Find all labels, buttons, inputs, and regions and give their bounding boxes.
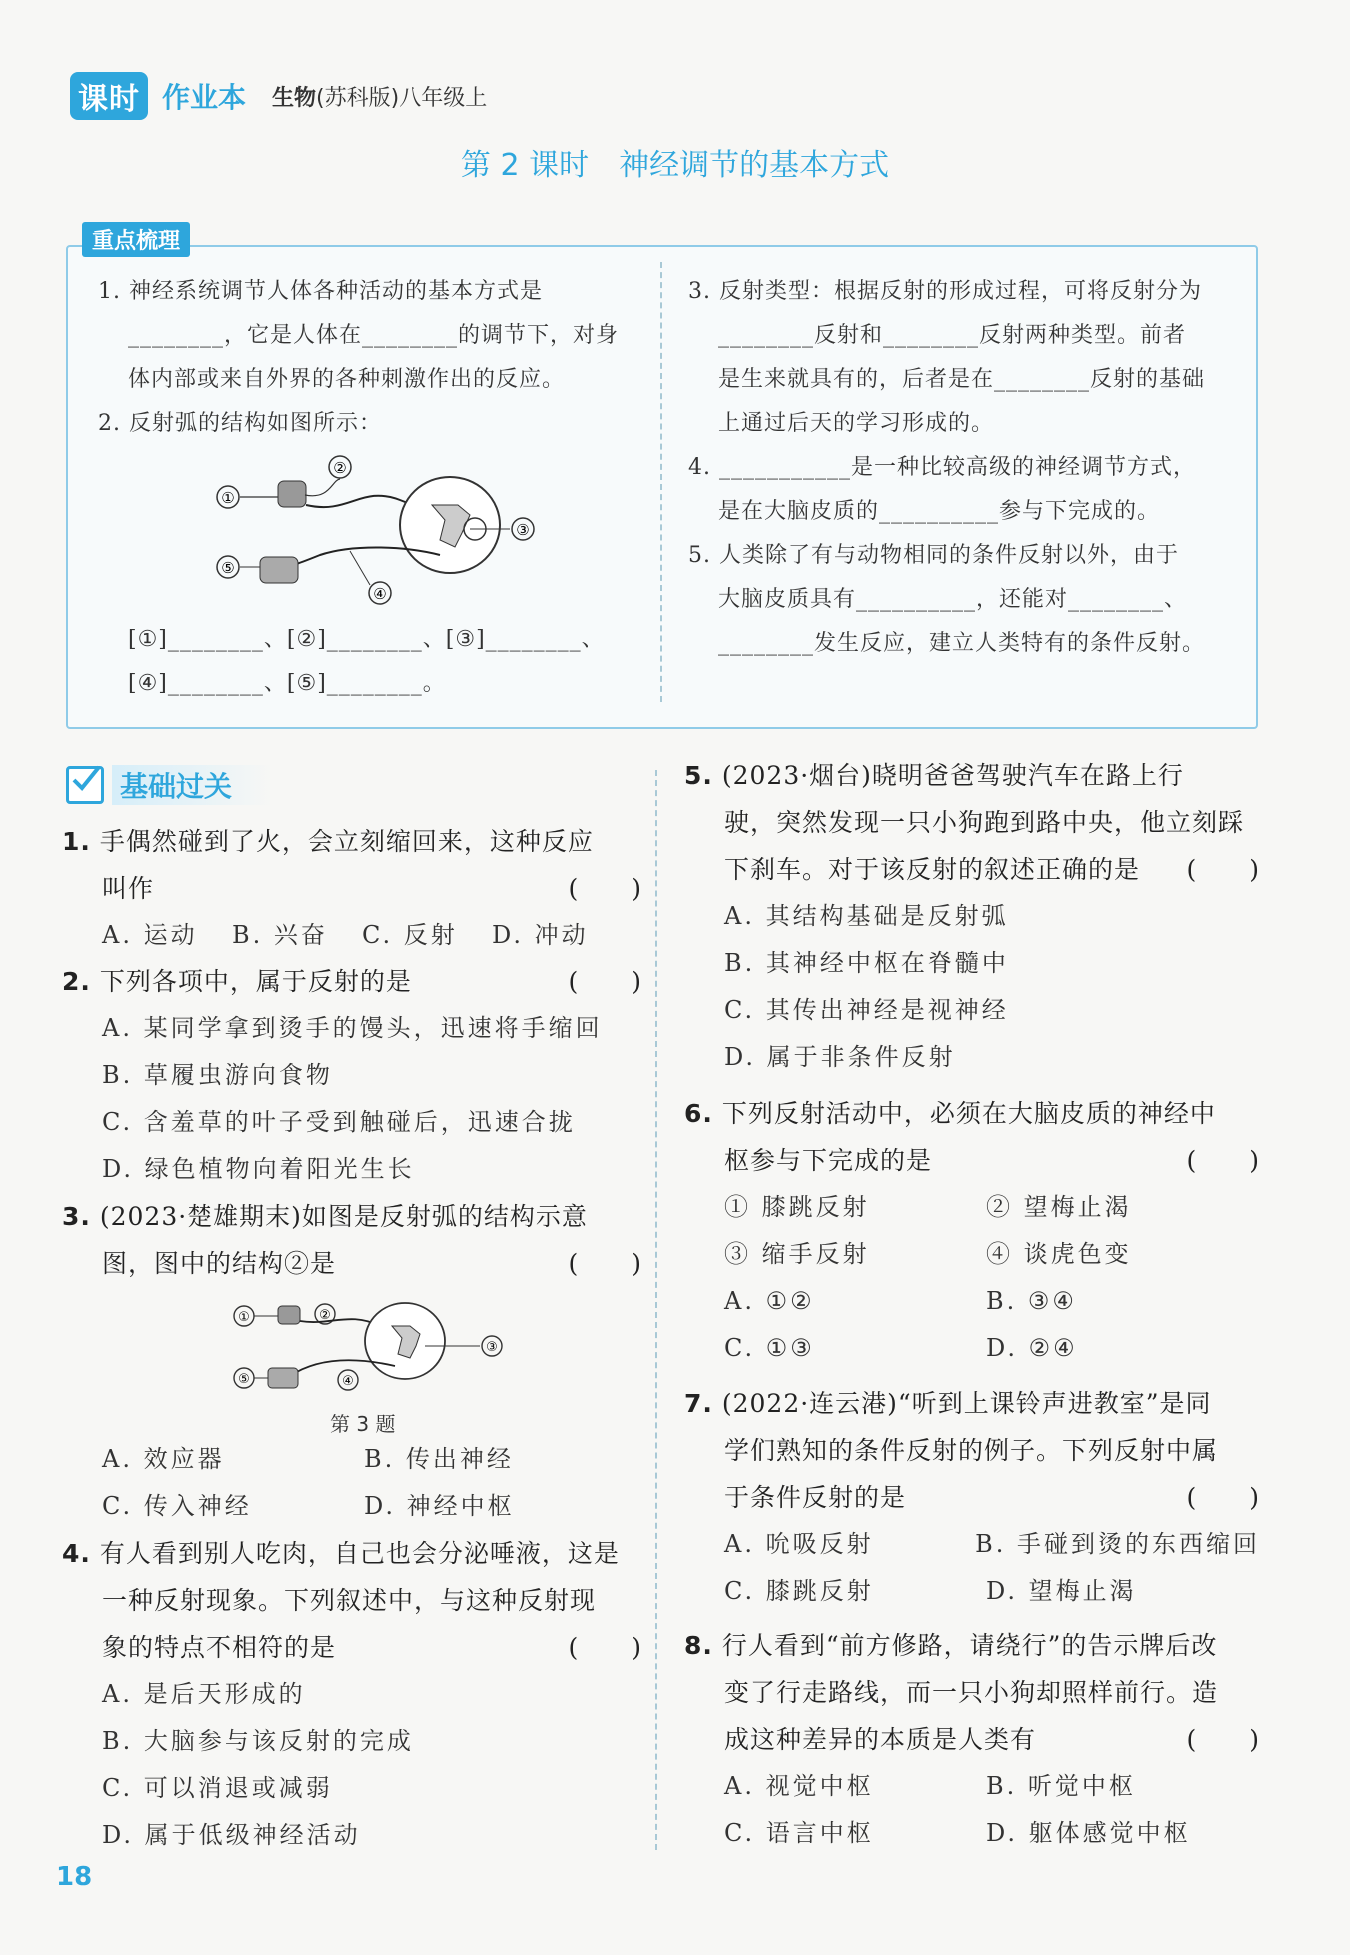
option[interactable]: C. 膝跳反射 [724, 1577, 874, 1605]
option[interactable]: C. 其传出神经是视神经 [724, 996, 1009, 1024]
statement-item: ④ 谈虎色变 [986, 1240, 1132, 1268]
question-text: 图，图中的结构②是 [102, 1249, 337, 1278]
option[interactable]: B. 草履虫游向食物 [102, 1061, 333, 1089]
option[interactable]: D. 神经中枢 [364, 1492, 515, 1520]
option[interactable]: B. 传出神经 [364, 1445, 514, 1473]
answer-paren[interactable]: ( ) [568, 1633, 642, 1662]
option[interactable]: D. 属于低级神经活动 [102, 1821, 361, 1849]
receptor-skin [278, 481, 306, 507]
option[interactable]: C. 反射 [362, 921, 458, 949]
question-text: 行人看到“前方修路，请绕行”的告示牌后改 [721, 1631, 1218, 1660]
option[interactable]: C. 传入神经 [102, 1492, 252, 1520]
question-number: 6. [684, 1099, 713, 1128]
question-text: (2023·烟台)晓明爸爸驾驶汽车在路上行 [721, 761, 1184, 790]
option[interactable]: C. 语言中枢 [724, 1819, 874, 1847]
key-points-left [98, 270, 619, 446]
subject: 生物 [272, 85, 317, 111]
question-text: 下列反射活动中，必须在大脑皮质的神经中 [721, 1099, 1216, 1128]
kp-right-line: 4. ___________是一种比较高级的神经调节方式， [688, 455, 1196, 480]
answer-paren[interactable]: ( ) [1186, 1725, 1260, 1754]
lesson-title: 第 2 课时 神经调节的基本方式 [460, 148, 890, 183]
option[interactable]: A. ①② [724, 1287, 815, 1315]
option[interactable]: D. 望梅止渴 [986, 1577, 1137, 1605]
option[interactable]: C. 可以消退或减弱 [102, 1774, 333, 1802]
question-text: 下刹车。对于该反射的叙述正确的是 [724, 855, 1141, 884]
answer-paren[interactable]: ( ) [568, 967, 642, 996]
question-5 [684, 752, 1260, 1081]
statement-item: ① 膝跳反射 [724, 1193, 870, 1221]
option[interactable]: A. 运动 [102, 921, 198, 949]
q3-label-3: ③ [486, 1340, 498, 1355]
header-brand [70, 72, 487, 120]
q3-label-4: ④ [342, 1374, 354, 1389]
q3-label-1: ① [238, 1310, 250, 1325]
option[interactable]: C. 含羞草的叶子受到触碰后，迅速合拢 [102, 1108, 576, 1136]
question-1 [62, 818, 642, 959]
answer-paren[interactable]: ( ) [568, 874, 642, 903]
question-6 [684, 1090, 1260, 1372]
option[interactable]: B. 兴奋 [232, 921, 328, 949]
question-text: 有人看到别人吃肉，自己也会分泌唾液，这是 [99, 1539, 620, 1568]
kp-left-line: [①]________、[②]________、[③]________、 [128, 627, 605, 652]
section-heading [66, 765, 272, 805]
answer-paren[interactable]: ( ) [1186, 1146, 1260, 1175]
label-3: ③ [516, 521, 530, 539]
option[interactable]: A. 吮吸反射 [724, 1530, 874, 1558]
page-number: 18 [56, 1862, 93, 1892]
label-2: ② [333, 459, 347, 477]
option[interactable]: D. ②④ [986, 1334, 1078, 1362]
key-points-divider [660, 262, 662, 702]
option[interactable]: A. 效应器 [102, 1445, 225, 1473]
kp-right-line: 上通过后天的学习形成的。 [718, 411, 995, 436]
question-text: 象的特点不相符的是 [102, 1633, 337, 1662]
option[interactable]: B. 其神经中枢在脊髓中 [724, 949, 1009, 977]
check-icon [66, 766, 104, 804]
kp-right-line: 5. 人类除了有与动物相同的条件反射以外，由于 [688, 543, 1179, 568]
key-points-blanks [128, 618, 605, 706]
answer-paren[interactable]: ( ) [1186, 855, 1260, 884]
question-text: 于条件反射的是 [724, 1483, 907, 1512]
kp-left-line: 体内部或来自外界的各种刺激作出的反应。 [128, 367, 566, 392]
question-number: 1. [62, 827, 91, 856]
section-title: 基础过关 [112, 765, 272, 805]
question-number: 7. [684, 1389, 713, 1418]
option[interactable]: A. 是后天形成的 [102, 1680, 306, 1708]
reflex-arc-figure [200, 445, 560, 615]
kp-right-line: 是在大脑皮质的__________参与下完成的。 [718, 499, 1161, 524]
question-number: 3. [62, 1202, 91, 1231]
question-2 [62, 958, 642, 1193]
question-number: 8. [684, 1631, 713, 1660]
brand-name: 作业本 [162, 81, 247, 114]
kp-left-line: 1. 神经系统调节人体各种活动的基本方式是 [98, 279, 543, 304]
column-divider [655, 770, 657, 1850]
question-3 [62, 1193, 642, 1287]
q3-label-5: ⑤ [238, 1372, 250, 1387]
question-number: 5. [684, 761, 713, 790]
kp-left-line: 2. 反射弧的结构如图所示： [98, 411, 382, 436]
kp-right-line: ________反射和________反射两种类型。前者 [718, 323, 1187, 348]
answer-paren[interactable]: ( ) [1186, 1483, 1260, 1512]
edition: (苏科版)八年级上 [316, 85, 488, 111]
question-number: 4. [62, 1539, 91, 1568]
effector-muscle [260, 557, 298, 583]
question-3-options [102, 1436, 642, 1530]
question-text: 变了行走路线，而一只小狗却照样前行。造 [724, 1678, 1219, 1707]
figure-caption: 第 3 题 [330, 1412, 396, 1436]
kp-right-line: 3. 反射类型：根据反射的形成过程，可将反射分为 [688, 279, 1202, 304]
statement-item: ② 望梅止渴 [986, 1193, 1132, 1221]
option[interactable]: A. 其结构基础是反射弧 [724, 902, 1009, 930]
subject-line [272, 81, 487, 112]
question-text: 叫作 [102, 874, 155, 903]
kp-right-line: 大脑皮质具有__________，还能对________、 [718, 587, 1188, 612]
option[interactable]: D. 属于非条件反射 [724, 1043, 956, 1071]
question-number: 2. [62, 967, 91, 996]
answer-paren[interactable]: ( ) [568, 1249, 642, 1278]
kp-left-line: ________，它是人体在________的调节下，对身 [128, 323, 620, 348]
option[interactable]: A. 某同学拿到烫手的馒头，迅速将手缩回 [102, 1014, 603, 1042]
question-8 [684, 1622, 1260, 1857]
option[interactable]: B. 听觉中枢 [986, 1772, 1136, 1800]
label-1: ① [221, 489, 235, 507]
brand-logo: 课时 [70, 72, 148, 120]
question-text: 手偶然碰到了火，会立刻缩回来，这种反应 [99, 827, 594, 856]
option[interactable]: D. 躯体感觉中枢 [986, 1819, 1191, 1847]
q3-reflex-arc-figure [230, 1296, 510, 1396]
key-points-right [688, 270, 1205, 666]
label-5: ⑤ [221, 559, 235, 577]
label-4: ④ [373, 585, 387, 603]
option[interactable]: A. 视觉中枢 [724, 1772, 874, 1800]
question-text: (2023·楚雄期末)如图是反射弧的结构示意 [99, 1202, 588, 1231]
question-7 [684, 1380, 1260, 1615]
question-text: 枢参与下完成的是 [724, 1146, 933, 1175]
option[interactable]: B. 手碰到烫的东西缩回 [975, 1530, 1260, 1558]
question-text: 驶，突然发现一只小狗跑到路中央，他立刻踩 [724, 808, 1245, 837]
option[interactable]: B. ③④ [986, 1287, 1077, 1315]
question-text: 一种反射现象。下列叙述中，与这种反射现 [102, 1586, 597, 1615]
question-text: 成这种差异的本质是人类有 [724, 1725, 1037, 1754]
question-4 [62, 1530, 642, 1859]
kp-right-line: ________发生反应，建立人类特有的条件反射。 [718, 631, 1206, 656]
option[interactable]: D. 冲动 [492, 921, 589, 949]
statement-item: ③ 缩手反射 [724, 1240, 870, 1268]
question-text: 下列各项中，属于反射的是 [99, 967, 412, 996]
question-text: 学们熟知的条件反射的例子。下列反射中属 [724, 1436, 1219, 1465]
q3-label-2: ② [319, 1308, 331, 1323]
option[interactable]: C. ①③ [724, 1334, 815, 1362]
option[interactable]: D. 绿色植物向着阳光生长 [102, 1155, 415, 1183]
kp-right-line: 是生来就具有的，后者是在________反射的基础 [718, 367, 1206, 392]
question-text: (2022·连云港)“听到上课铃声进教室”是同 [721, 1389, 1212, 1418]
option[interactable]: B. 大脑参与该反射的完成 [102, 1727, 414, 1755]
kp-left-line: [④]________、[⑤]________。 [128, 671, 446, 696]
key-points-tag: 重点梳理 [82, 222, 190, 257]
